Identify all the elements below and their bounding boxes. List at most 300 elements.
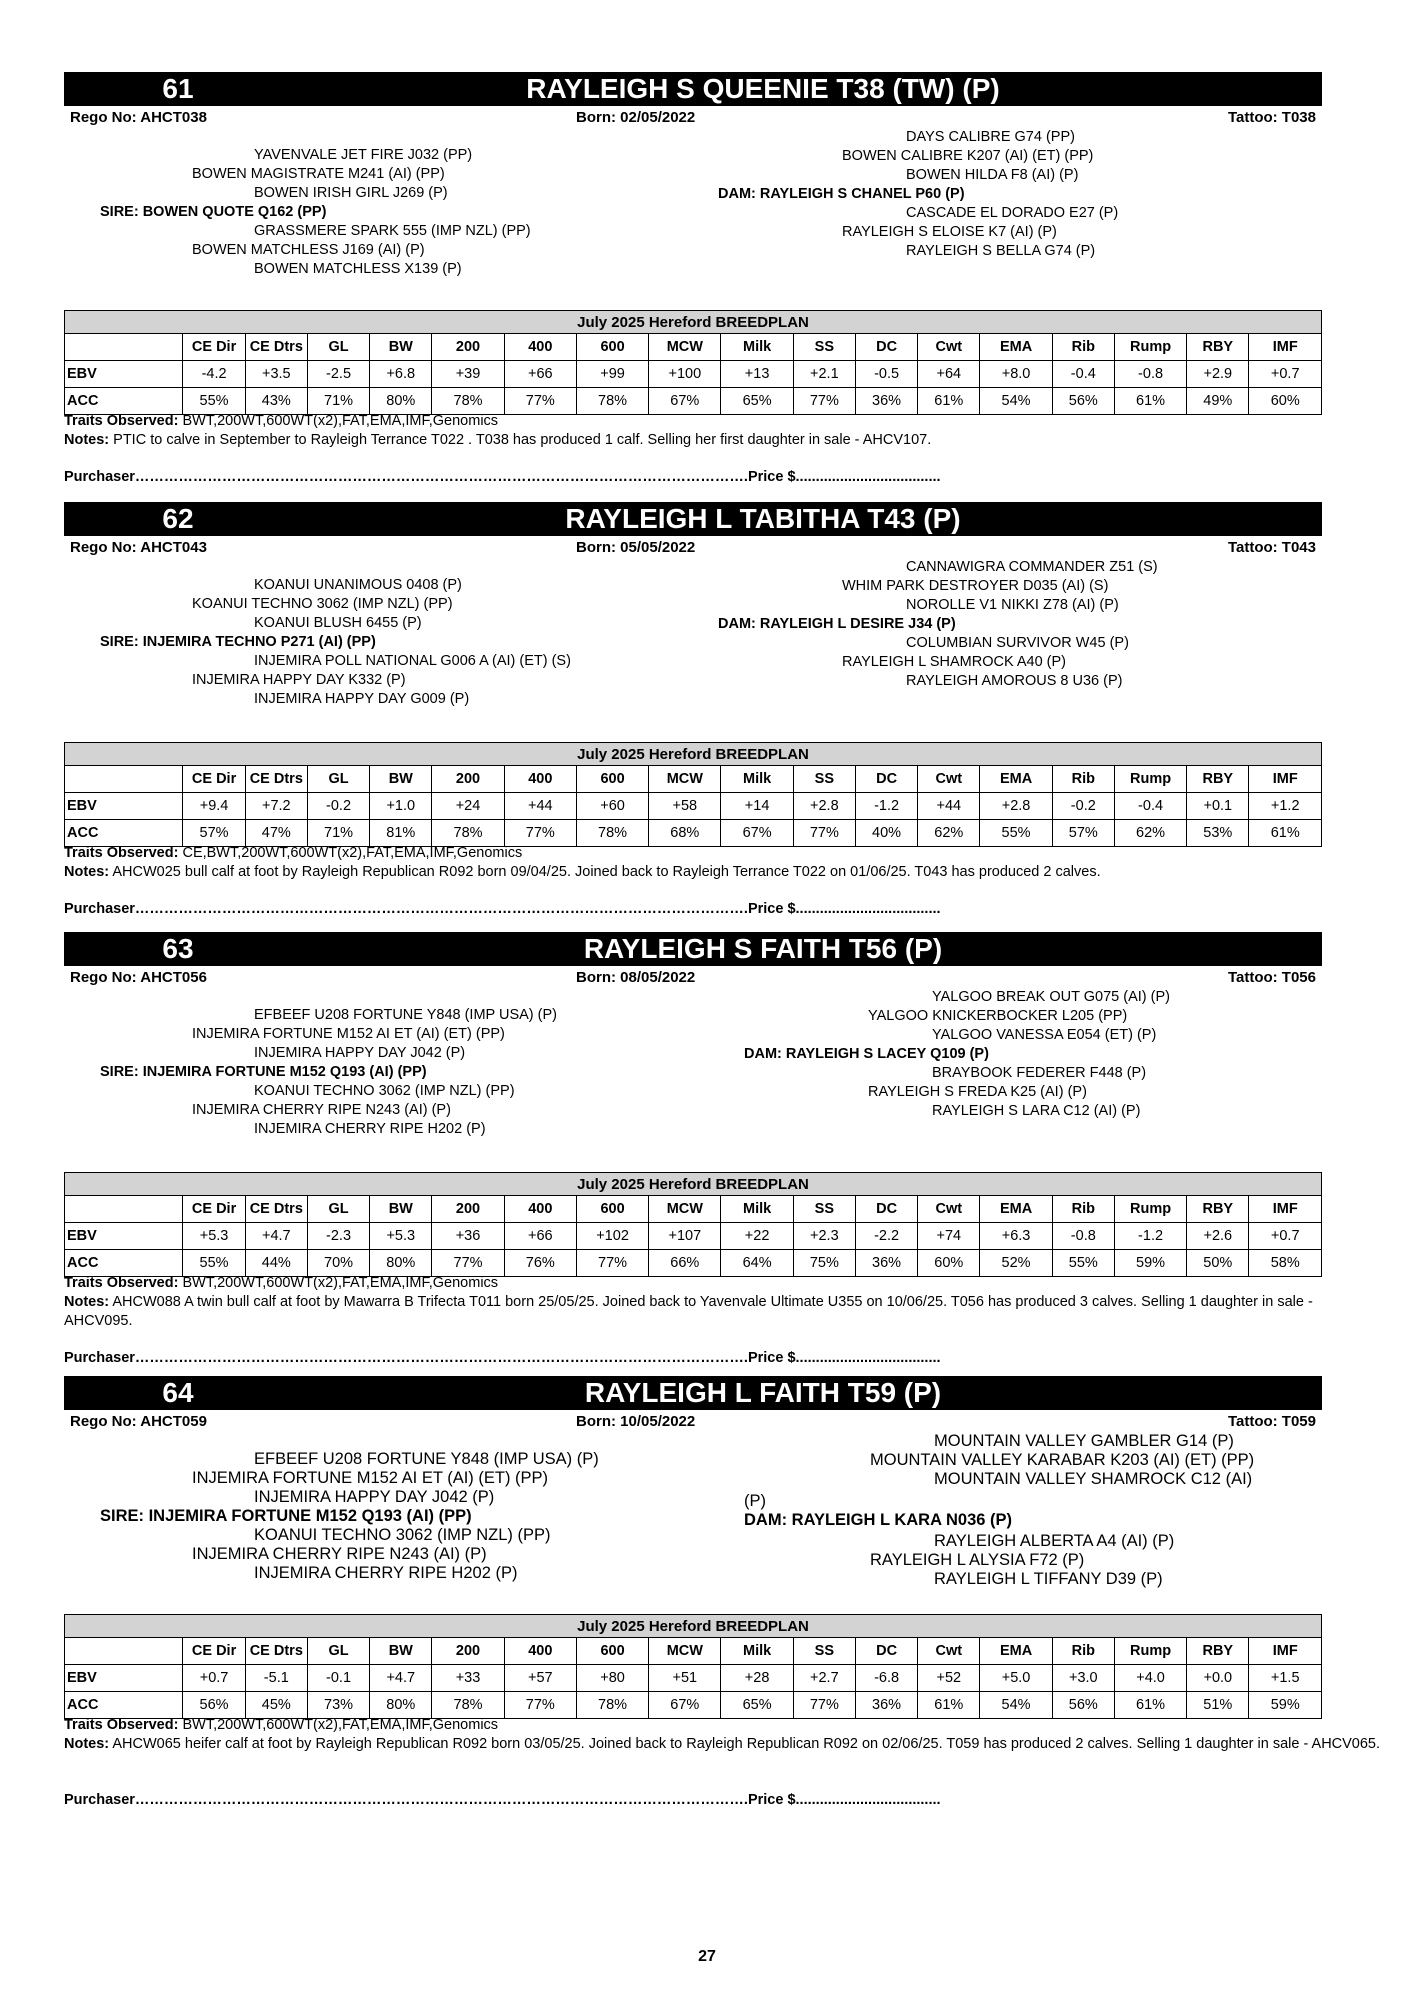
ebv-cell: +9.4 bbox=[183, 793, 245, 820]
dam-pedigree-ss: CANNAWIGRA COMMANDER Z51 (S) bbox=[906, 559, 1158, 575]
dam-pedigree-ss: MOUNTAIN VALLEY GAMBLER G14 (P) bbox=[934, 1432, 1234, 1450]
ebv-label: EBV bbox=[65, 361, 183, 388]
header-ema: EMA bbox=[980, 1196, 1052, 1223]
header-milk: Milk bbox=[721, 1196, 793, 1223]
ebv-cell: +107 bbox=[649, 1223, 721, 1250]
lot-header-bar bbox=[64, 502, 1322, 536]
header-400: 400 bbox=[504, 1638, 576, 1665]
acc-cell: 77% bbox=[504, 1692, 576, 1719]
dam-pedigree-dam: DAM: RAYLEIGH S LACEY Q109 (P) bbox=[744, 1046, 989, 1062]
header-milk: Milk bbox=[721, 766, 793, 793]
acc-cell: 40% bbox=[855, 820, 917, 847]
ebv-cell: +5.3 bbox=[183, 1223, 245, 1250]
ebv-cell: +4.7 bbox=[370, 1665, 432, 1692]
sire-pedigree-sd: KOANUI BLUSH 6455 (P) bbox=[254, 615, 422, 631]
header-200: 200 bbox=[432, 1638, 504, 1665]
acc-cell: 57% bbox=[1052, 820, 1114, 847]
header-mcw: MCW bbox=[649, 766, 721, 793]
dam-pedigree-ds: BRAYBOOK FEDERER F448 (P) bbox=[932, 1065, 1147, 1081]
acc-cell: 75% bbox=[793, 1250, 855, 1277]
header-cwt: Cwt bbox=[918, 1638, 980, 1665]
acc-cell: 61% bbox=[1249, 820, 1322, 847]
notes bbox=[64, 863, 1384, 882]
acc-cell: 67% bbox=[649, 1692, 721, 1719]
sire-pedigree-sire: SIRE: INJEMIRA FORTUNE M152 Q193 (AI) (PP) bbox=[100, 1507, 472, 1525]
acc-cell: 56% bbox=[1052, 388, 1114, 415]
acc-label: ACC bbox=[65, 1692, 183, 1719]
ebv-cell: -0.2 bbox=[1052, 793, 1114, 820]
ebv-cell: -1.2 bbox=[1114, 1223, 1186, 1250]
acc-cell: 78% bbox=[432, 388, 504, 415]
acc-cell: 54% bbox=[980, 1692, 1052, 1719]
ebv-cell: +80 bbox=[576, 1665, 648, 1692]
acc-label: ACC bbox=[65, 388, 183, 415]
header-cwt: Cwt bbox=[918, 334, 980, 361]
acc-cell: 81% bbox=[370, 820, 432, 847]
acc-cell: 50% bbox=[1187, 1250, 1249, 1277]
acc-cell: 78% bbox=[432, 1692, 504, 1719]
header-bw: BW bbox=[370, 766, 432, 793]
header-rump: Rump bbox=[1114, 1638, 1186, 1665]
ebv-label: EBV bbox=[65, 793, 183, 820]
traits-label: Traits Observed: bbox=[64, 1275, 179, 1291]
animal-name: RAYLEIGH L TABITHA T43 (P) bbox=[565, 503, 961, 534]
ebv-cell: +2.3 bbox=[793, 1223, 855, 1250]
sire-pedigree-s: INJEMIRA FORTUNE M152 AI ET (AI) (ET) (PP) bbox=[192, 1469, 549, 1487]
notes-label: Notes: bbox=[64, 864, 110, 880]
header-cwt: Cwt bbox=[918, 766, 980, 793]
rego-number: Rego No: AHCT038 bbox=[70, 109, 207, 126]
header-200: 200 bbox=[432, 766, 504, 793]
header-ce-dir: CE Dir bbox=[183, 334, 245, 361]
sire-pedigree-d: INJEMIRA CHERRY RIPE N243 (AI) (P) bbox=[192, 1545, 487, 1563]
header-blank bbox=[65, 334, 183, 361]
ebv-cell: +0.7 bbox=[183, 1665, 245, 1692]
header-600: 600 bbox=[576, 766, 648, 793]
traits-value: BWT,200WT,600WT(x2),FAT,EMA,IMF,Genomics bbox=[182, 1275, 499, 1291]
acc-cell: 67% bbox=[649, 388, 721, 415]
breedplan-title-row bbox=[65, 1615, 1322, 1638]
ebv-cell: +74 bbox=[918, 1223, 980, 1250]
header-rby: RBY bbox=[1187, 1638, 1249, 1665]
acc-cell: 62% bbox=[1114, 820, 1186, 847]
birth-date: Born: 02/05/2022 bbox=[576, 109, 696, 126]
ebv-cell: +2.8 bbox=[793, 793, 855, 820]
header-gl: GL bbox=[307, 1196, 369, 1223]
acc-row bbox=[65, 388, 1322, 415]
acc-cell: 36% bbox=[855, 1692, 917, 1719]
acc-cell: 71% bbox=[307, 388, 369, 415]
tattoo: Tattoo: T038 bbox=[1227, 109, 1316, 126]
header-ce-dir: CE Dir bbox=[183, 1638, 245, 1665]
purchaser-line: Purchaser……………………………………………………………………………………………………………….Price $.................................... bbox=[64, 1792, 941, 1808]
traits-observed bbox=[64, 1274, 1384, 1293]
sire-pedigree-d: BOWEN MATCHLESS J169 (AI) (P) bbox=[192, 242, 425, 258]
dam-pedigree-d: RAYLEIGH S ELOISE K7 (AI) (P) bbox=[842, 224, 1057, 240]
header-400: 400 bbox=[504, 1196, 576, 1223]
header-blank bbox=[65, 1638, 183, 1665]
sire-pedigree-ss: KOANUI UNANIMOUS 0408 (P) bbox=[254, 577, 462, 593]
ebv-cell: -0.1 bbox=[307, 1665, 369, 1692]
header-imf: IMF bbox=[1249, 766, 1322, 793]
dam-pedigree-sd: BOWEN HILDA F8 (AI) (P) bbox=[906, 167, 1079, 183]
header-ce-dtrs: CE Dtrs bbox=[245, 1196, 307, 1223]
sire-pedigree-ds: INJEMIRA POLL NATIONAL G006 A (AI) (ET) (S) bbox=[254, 653, 571, 669]
header-ss: SS bbox=[793, 334, 855, 361]
acc-cell: 78% bbox=[576, 1692, 648, 1719]
ebv-cell: +1.0 bbox=[370, 793, 432, 820]
ebv-cell: +0.0 bbox=[1187, 1665, 1249, 1692]
sire-pedigree-dd: INJEMIRA CHERRY RIPE H202 (P) bbox=[254, 1121, 486, 1137]
notes bbox=[64, 1293, 1384, 1331]
header-rib: Rib bbox=[1052, 766, 1114, 793]
ebv-cell: +44 bbox=[918, 793, 980, 820]
header-bw: BW bbox=[370, 334, 432, 361]
purchaser-line: Purchaser……………………………………………………………………………………………………………….Price $.................................... bbox=[64, 1350, 941, 1366]
header-dc: DC bbox=[855, 766, 917, 793]
sire-pedigree-sd: INJEMIRA HAPPY DAY J042 (P) bbox=[254, 1488, 495, 1506]
header-ce-dtrs: CE Dtrs bbox=[245, 1638, 307, 1665]
birth-date: Born: 08/05/2022 bbox=[576, 969, 696, 986]
acc-cell: 77% bbox=[432, 1250, 504, 1277]
ebv-cell: +4.7 bbox=[245, 1223, 307, 1250]
dam-pedigree-ss: YALGOO BREAK OUT G075 (AI) (P) bbox=[932, 989, 1170, 1005]
lot-header-bar bbox=[64, 72, 1322, 106]
breedplan-table bbox=[64, 742, 1322, 847]
dam-pedigree-dd: RAYLEIGH S BELLA G74 (P) bbox=[906, 243, 1096, 259]
ebv-cell: +36 bbox=[432, 1223, 504, 1250]
header-ce-dir: CE Dir bbox=[183, 766, 245, 793]
acc-cell: 77% bbox=[504, 388, 576, 415]
header-bw: BW bbox=[370, 1196, 432, 1223]
dam-pedigree-s: YALGOO KNICKERBOCKER L205 (PP) bbox=[868, 1008, 1128, 1024]
ebv-row bbox=[65, 1223, 1322, 1250]
acc-cell: 55% bbox=[183, 388, 245, 415]
dam-pedigree-sd: MOUNTAIN VALLEY SHAMROCK C12 (AI) bbox=[934, 1470, 1253, 1488]
header-rib: Rib bbox=[1052, 1638, 1114, 1665]
ebv-cell: +3.5 bbox=[245, 361, 307, 388]
header-rby: RBY bbox=[1187, 766, 1249, 793]
header-ce-dtrs: CE Dtrs bbox=[245, 766, 307, 793]
animal-name: RAYLEIGH S FAITH T56 (P) bbox=[583, 933, 943, 964]
sire-pedigree-s: INJEMIRA FORTUNE M152 AI ET (AI) (ET) (PP) bbox=[192, 1026, 505, 1042]
ebv-cell: +3.0 bbox=[1052, 1665, 1114, 1692]
acc-cell: 36% bbox=[855, 388, 917, 415]
header-gl: GL bbox=[307, 1638, 369, 1665]
dam-pedigree-ds: COLUMBIAN SURVIVOR W45 (P) bbox=[906, 635, 1129, 651]
ebv-cell: +102 bbox=[576, 1223, 648, 1250]
ebv-cell: +7.2 bbox=[245, 793, 307, 820]
acc-cell: 73% bbox=[307, 1692, 369, 1719]
animal-name: RAYLEIGH L FAITH T59 (P) bbox=[584, 1377, 942, 1408]
acc-cell: 55% bbox=[183, 1250, 245, 1277]
ebv-cell: -0.8 bbox=[1114, 361, 1186, 388]
ebv-cell: +2.9 bbox=[1187, 361, 1249, 388]
breedplan-header-row bbox=[65, 334, 1322, 361]
breedplan-title: July 2025 Hereford BREEDPLAN bbox=[65, 1615, 1322, 1638]
sire-pedigree-d: INJEMIRA HAPPY DAY K332 (P) bbox=[192, 672, 406, 688]
traits-value: BWT,200WT,600WT(x2),FAT,EMA,IMF,Genomics bbox=[182, 1717, 499, 1733]
notes-label: Notes: bbox=[64, 1736, 110, 1752]
lot-61 bbox=[64, 72, 1322, 485]
header-imf: IMF bbox=[1249, 1638, 1322, 1665]
dam-pedigree-dd: RAYLEIGH L TIFFANY D39 (P) bbox=[934, 1570, 1163, 1588]
acc-cell: 70% bbox=[307, 1250, 369, 1277]
ebv-cell: +2.1 bbox=[793, 361, 855, 388]
traits-observed bbox=[64, 412, 1384, 431]
ebv-cell: +24 bbox=[432, 793, 504, 820]
ebv-cell: +2.7 bbox=[793, 1665, 855, 1692]
sire-pedigree-ss: EFBEEF U208 FORTUNE Y848 (IMP USA) (P) bbox=[254, 1007, 557, 1023]
acc-cell: 77% bbox=[793, 388, 855, 415]
sire-pedigree-ss: YAVENVALE JET FIRE J032 (PP) bbox=[254, 147, 473, 163]
traits-observed bbox=[64, 1716, 1384, 1735]
ebv-cell: -0.2 bbox=[307, 793, 369, 820]
ebv-cell: +0.1 bbox=[1187, 793, 1249, 820]
dam-pedigree-ds: RAYLEIGH ALBERTA A4 (AI) (P) bbox=[934, 1532, 1175, 1550]
header-rump: Rump bbox=[1114, 334, 1186, 361]
ebv-cell: +58 bbox=[649, 793, 721, 820]
notes bbox=[64, 431, 1384, 450]
traits-label: Traits Observed: bbox=[64, 1717, 179, 1733]
sire-pedigree-d: INJEMIRA CHERRY RIPE N243 (AI) (P) bbox=[192, 1102, 451, 1118]
purchaser-line: Purchaser……………………………………………………………………………………………………………….Price $.................................... bbox=[64, 469, 941, 485]
dam-pedigree-dam: DAM: RAYLEIGH S CHANEL P60 (P) bbox=[718, 186, 965, 202]
header-400: 400 bbox=[504, 766, 576, 793]
ebv-cell: +66 bbox=[504, 1223, 576, 1250]
sire-pedigree-sire: SIRE: INJEMIRA FORTUNE M152 Q193 (AI) (PP) bbox=[100, 1064, 427, 1080]
lot-64 bbox=[64, 1376, 1381, 1808]
header-ce-dir: CE Dir bbox=[183, 1196, 245, 1223]
header-mcw: MCW bbox=[649, 1196, 721, 1223]
notes-label: Notes: bbox=[64, 1294, 110, 1310]
dam-pedigree-ss: DAYS CALIBRE G74 (PP) bbox=[906, 129, 1075, 145]
traits-label: Traits Observed: bbox=[64, 413, 179, 429]
header-imf: IMF bbox=[1249, 1196, 1322, 1223]
acc-cell: 80% bbox=[370, 388, 432, 415]
lot-number: 61 bbox=[162, 73, 194, 104]
header-imf: IMF bbox=[1249, 334, 1322, 361]
acc-cell: 64% bbox=[721, 1250, 793, 1277]
acc-cell: 78% bbox=[432, 820, 504, 847]
lot-62 bbox=[64, 502, 1322, 917]
acc-cell: 71% bbox=[307, 820, 369, 847]
acc-row bbox=[65, 1692, 1322, 1719]
dam-pedigree-dd: RAYLEIGH AMOROUS 8 U36 (P) bbox=[906, 673, 1123, 689]
header-rump: Rump bbox=[1114, 1196, 1186, 1223]
sire-pedigree-ds: KOANUI TECHNO 3062 (IMP NZL) (PP) bbox=[254, 1083, 515, 1099]
ebv-cell: +64 bbox=[918, 361, 980, 388]
acc-cell: 77% bbox=[576, 1250, 648, 1277]
header-gl: GL bbox=[307, 334, 369, 361]
dam-pedigree-d: RAYLEIGH L SHAMROCK A40 (P) bbox=[842, 654, 1067, 670]
breedplan-header-row bbox=[65, 766, 1322, 793]
rego-number: Rego No: AHCT059 bbox=[70, 1413, 207, 1430]
acc-row bbox=[65, 1250, 1322, 1277]
dam-pedigree-dam: DAM: RAYLEIGH L DESIRE J34 (P) bbox=[718, 616, 956, 632]
ebv-cell: +99 bbox=[576, 361, 648, 388]
acc-cell: 76% bbox=[504, 1250, 576, 1277]
acc-cell: 53% bbox=[1187, 820, 1249, 847]
pedigree bbox=[64, 128, 1322, 308]
rego-number: Rego No: AHCT056 bbox=[70, 969, 207, 986]
ebv-cell: +4.0 bbox=[1114, 1665, 1186, 1692]
dam-pedigree-d: RAYLEIGH L ALYSIA F72 (P) bbox=[870, 1551, 1085, 1569]
header-rib: Rib bbox=[1052, 1196, 1114, 1223]
birth-date: Born: 05/05/2022 bbox=[576, 539, 696, 556]
animal-name: RAYLEIGH S QUEENIE T38 (TW) (P) bbox=[526, 73, 1000, 104]
notes-value: PTIC to calve in September to Rayleigh Terrance T022 . T038 has produced 1 calf. Selling her first daughter in sale - AHCV107. bbox=[113, 432, 932, 448]
sire-pedigree-sire: SIRE: BOWEN QUOTE Q162 (PP) bbox=[100, 204, 327, 220]
breedplan-table bbox=[64, 310, 1322, 415]
notes-value: AHCW065 heifer calf at foot by Rayleigh Republican R092 born 03/05/25. Joined back to Rayleigh Republican R092 on 02/06/25. T059 has produced 2 calves. Selling 1 daughter in sale - AHCV065. bbox=[112, 1736, 1381, 1752]
ebv-cell: -2.2 bbox=[855, 1223, 917, 1250]
header-mcw: MCW bbox=[649, 334, 721, 361]
header-ema: EMA bbox=[980, 1638, 1052, 1665]
ebv-cell: +28 bbox=[721, 1665, 793, 1692]
registration-info bbox=[64, 1410, 1322, 1432]
header-blank bbox=[65, 1196, 183, 1223]
traits-observed bbox=[64, 844, 1384, 863]
acc-cell: 61% bbox=[1114, 388, 1186, 415]
ebv-cell: +66 bbox=[504, 361, 576, 388]
header-milk: Milk bbox=[721, 1638, 793, 1665]
sire-pedigree-dd: INJEMIRA HAPPY DAY G009 (P) bbox=[254, 691, 470, 707]
acc-cell: 66% bbox=[649, 1250, 721, 1277]
rego-number: Rego No: AHCT043 bbox=[70, 539, 207, 556]
acc-cell: 62% bbox=[918, 820, 980, 847]
dam-pedigree-s: MOUNTAIN VALLEY KARABAR K203 (AI) (ET) (PP) bbox=[870, 1451, 1255, 1469]
acc-cell: 80% bbox=[370, 1692, 432, 1719]
acc-cell: 78% bbox=[576, 388, 648, 415]
sire-pedigree-sd: BOWEN IRISH GIRL J269 (P) bbox=[254, 185, 448, 201]
tattoo: Tattoo: T043 bbox=[1227, 539, 1316, 556]
pedigree bbox=[64, 558, 1322, 738]
header-blank bbox=[65, 766, 183, 793]
acc-cell: 60% bbox=[1249, 388, 1322, 415]
breedplan-title: July 2025 Hereford BREEDPLAN bbox=[65, 743, 1322, 766]
pedigree bbox=[64, 988, 1322, 1168]
acc-cell: 44% bbox=[245, 1250, 307, 1277]
acc-cell: 80% bbox=[370, 1250, 432, 1277]
header-rump: Rump bbox=[1114, 766, 1186, 793]
tattoo: Tattoo: T056 bbox=[1227, 969, 1316, 986]
acc-cell: 47% bbox=[245, 820, 307, 847]
acc-cell: 58% bbox=[1249, 1250, 1322, 1277]
ebv-cell: -0.5 bbox=[855, 361, 917, 388]
acc-cell: 77% bbox=[793, 820, 855, 847]
acc-cell: 60% bbox=[918, 1250, 980, 1277]
notes bbox=[64, 1735, 1384, 1754]
ebv-cell: +2.8 bbox=[980, 793, 1052, 820]
acc-cell: 59% bbox=[1249, 1692, 1322, 1719]
ebv-row bbox=[65, 361, 1322, 388]
ebv-cell: -1.2 bbox=[855, 793, 917, 820]
acc-label: ACC bbox=[65, 1250, 183, 1277]
breedplan-title: July 2025 Hereford BREEDPLAN bbox=[65, 1173, 1322, 1196]
ebv-cell: -5.1 bbox=[245, 1665, 307, 1692]
header-ema: EMA bbox=[980, 334, 1052, 361]
notes-value: AHCW088 A twin bull calf at foot by Mawarra B Trifecta T011 born 25/05/25. Joined back to Yavenvale Ultimate U355 on 10/06/25. T056 has produced 3 calves. Selling 1 daughter in sale - AHCV095. bbox=[64, 1294, 1313, 1329]
acc-cell: 61% bbox=[1114, 1692, 1186, 1719]
header-200: 200 bbox=[432, 334, 504, 361]
lot-number: 63 bbox=[162, 933, 194, 964]
header-ss: SS bbox=[793, 1196, 855, 1223]
sire-pedigree-dd: INJEMIRA CHERRY RIPE H202 (P) bbox=[254, 1564, 518, 1582]
breedplan-header-row bbox=[65, 1196, 1322, 1223]
dam-pedigree-dam: DAM: RAYLEIGH L KARA N036 (P) bbox=[744, 1511, 1013, 1529]
sire-pedigree-ds: GRASSMERE SPARK 555 (IMP NZL) (PP) bbox=[254, 223, 531, 239]
header-cwt: Cwt bbox=[918, 1196, 980, 1223]
ebv-cell: +1.2 bbox=[1249, 793, 1322, 820]
ebv-cell: -2.5 bbox=[307, 361, 369, 388]
ebv-cell: +6.3 bbox=[980, 1223, 1052, 1250]
acc-cell: 56% bbox=[183, 1692, 245, 1719]
header-400: 400 bbox=[504, 334, 576, 361]
acc-cell: 55% bbox=[980, 820, 1052, 847]
page-number: 27 bbox=[698, 1948, 716, 1965]
ebv-row bbox=[65, 793, 1322, 820]
header-rby: RBY bbox=[1187, 1196, 1249, 1223]
ebv-cell: +5.0 bbox=[980, 1665, 1052, 1692]
traits-value: BWT,200WT,600WT(x2),FAT,EMA,IMF,Genomics bbox=[182, 413, 499, 429]
header-milk: Milk bbox=[721, 334, 793, 361]
ebv-cell: +22 bbox=[721, 1223, 793, 1250]
ebv-cell: +0.7 bbox=[1249, 361, 1322, 388]
header-rib: Rib bbox=[1052, 334, 1114, 361]
header-ss: SS bbox=[793, 1638, 855, 1665]
sire-pedigree-dd: BOWEN MATCHLESS X139 (P) bbox=[254, 261, 462, 277]
notes-value: AHCW025 bull calf at foot by Rayleigh Republican R092 born 09/04/25. Joined back to Rayleigh Terrance T022 on 01/06/25. T043 has produced 2 calves. bbox=[112, 864, 1101, 880]
lot-number: 62 bbox=[162, 503, 194, 534]
ebv-label: EBV bbox=[65, 1223, 183, 1250]
registration-info bbox=[64, 536, 1322, 558]
dam-pedigree-sd: YALGOO VANESSA E054 (ET) (P) bbox=[932, 1027, 1157, 1043]
header-600: 600 bbox=[576, 1196, 648, 1223]
dam-pedigree-sd2: (P) bbox=[744, 1492, 766, 1510]
ebv-cell: +51 bbox=[649, 1665, 721, 1692]
header-ce-dtrs: CE Dtrs bbox=[245, 334, 307, 361]
purchaser-line: Purchaser……………………………………………………………………………………………………………….Price $.................................... bbox=[64, 901, 941, 917]
ebv-cell: +5.3 bbox=[370, 1223, 432, 1250]
acc-cell: 54% bbox=[980, 388, 1052, 415]
acc-cell: 51% bbox=[1187, 1692, 1249, 1719]
acc-cell: 61% bbox=[918, 388, 980, 415]
ebv-cell: -2.3 bbox=[307, 1223, 369, 1250]
registration-info bbox=[64, 966, 1322, 988]
dam-pedigree-s: WHIM PARK DESTROYER D035 (AI) (S) bbox=[842, 578, 1109, 594]
ebv-cell: +60 bbox=[576, 793, 648, 820]
acc-cell: 49% bbox=[1187, 388, 1249, 415]
acc-cell: 68% bbox=[649, 820, 721, 847]
ebv-cell: -0.8 bbox=[1052, 1223, 1114, 1250]
sire-pedigree-ss: EFBEEF U208 FORTUNE Y848 (IMP USA) (P) bbox=[254, 1450, 599, 1468]
acc-cell: 57% bbox=[183, 820, 245, 847]
header-200: 200 bbox=[432, 1196, 504, 1223]
header-600: 600 bbox=[576, 334, 648, 361]
ebv-cell: +44 bbox=[504, 793, 576, 820]
sire-pedigree-s: KOANUI TECHNO 3062 (IMP NZL) (PP) bbox=[192, 596, 453, 612]
lot-number: 64 bbox=[162, 1377, 194, 1408]
acc-cell: 77% bbox=[793, 1692, 855, 1719]
header-600: 600 bbox=[576, 1638, 648, 1665]
header-bw: BW bbox=[370, 1638, 432, 1665]
header-gl: GL bbox=[307, 766, 369, 793]
sire-pedigree-s: BOWEN MAGISTRATE M241 (AI) (PP) bbox=[192, 166, 445, 182]
acc-cell: 61% bbox=[918, 1692, 980, 1719]
header-dc: DC bbox=[855, 334, 917, 361]
registration-info bbox=[64, 106, 1322, 128]
